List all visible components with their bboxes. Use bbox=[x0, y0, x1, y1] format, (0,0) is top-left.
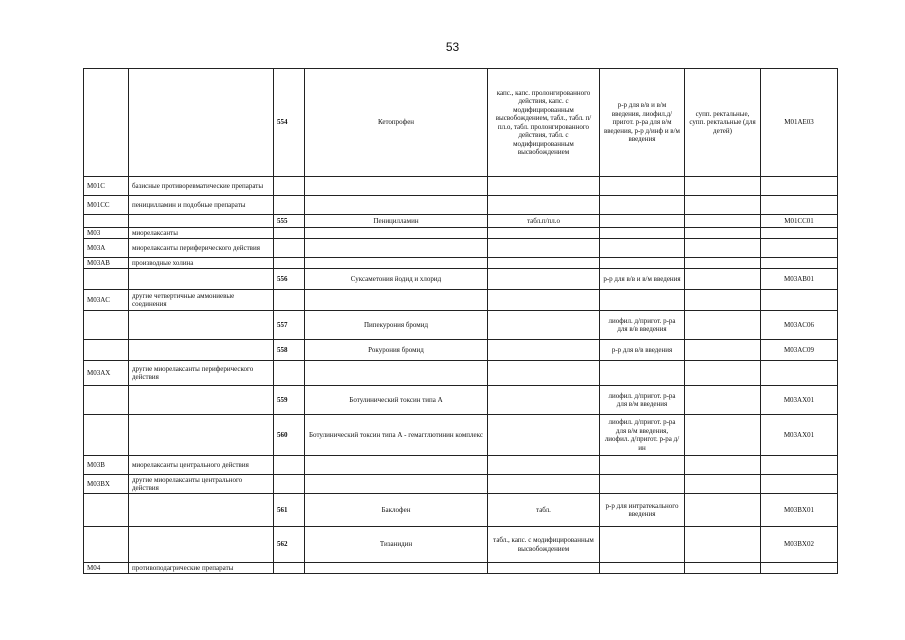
row-number bbox=[274, 456, 305, 475]
dosage-form-other bbox=[685, 258, 761, 269]
atc-code: M03BX01 bbox=[761, 494, 838, 527]
group-name: противоподагрические препараты bbox=[129, 563, 274, 574]
drug-name bbox=[305, 456, 488, 475]
row-number bbox=[274, 239, 305, 258]
row-number: 562 bbox=[274, 527, 305, 563]
table-row bbox=[84, 290, 838, 311]
dosage-form-other bbox=[685, 361, 761, 386]
dosage-form-injectable bbox=[600, 258, 685, 269]
drug-name bbox=[305, 361, 488, 386]
dosage-form-other bbox=[685, 527, 761, 563]
row-number bbox=[274, 563, 305, 574]
atc-group-code bbox=[84, 340, 129, 361]
atc-group-code bbox=[84, 386, 129, 415]
group-name bbox=[129, 311, 274, 340]
dosage-form-oral: табл., капс. с модифицированным высвобождением bbox=[488, 527, 600, 563]
drug-name bbox=[305, 228, 488, 239]
drug-name bbox=[305, 177, 488, 196]
table-row bbox=[84, 494, 838, 527]
atc-group-code bbox=[84, 215, 129, 228]
group-name bbox=[129, 494, 274, 527]
dosage-form-oral bbox=[488, 340, 600, 361]
group-name: миорелаксанты периферического действия bbox=[129, 239, 274, 258]
page-number: 53 bbox=[445, 40, 460, 54]
table-row bbox=[84, 415, 838, 456]
atc-group-code: M03AB bbox=[84, 258, 129, 269]
dosage-form-oral bbox=[488, 269, 600, 290]
table-row bbox=[84, 475, 838, 494]
dosage-form-injectable bbox=[600, 215, 685, 228]
atc-group-code: M01CC bbox=[84, 196, 129, 215]
dosage-form-oral: капс., капс. пролонгированного действия, капс. с модифицированным высвобождением, табл., табл. п/пл.о, табл. пролонгированного действия, табл. с модифицированным высвобождением bbox=[488, 69, 600, 177]
table-row bbox=[84, 177, 838, 196]
dosage-form-injectable bbox=[600, 563, 685, 574]
table-body bbox=[84, 69, 838, 574]
dosage-form-oral bbox=[488, 563, 600, 574]
atc-code: M01AE03 bbox=[761, 69, 838, 177]
drug-name: Тизанидин bbox=[305, 527, 488, 563]
dosage-form-other bbox=[685, 239, 761, 258]
dosage-form-injectable bbox=[600, 527, 685, 563]
group-name bbox=[129, 527, 274, 563]
dosage-form-other bbox=[685, 269, 761, 290]
atc-group-code: M03BX bbox=[84, 475, 129, 494]
atc-code bbox=[761, 177, 838, 196]
dosage-form-injectable: р-р для в/в введения bbox=[600, 340, 685, 361]
atc-group-code: M03 bbox=[84, 228, 129, 239]
atc-code: M03AX01 bbox=[761, 386, 838, 415]
atc-code: M03AC06 bbox=[761, 311, 838, 340]
drug-name bbox=[305, 290, 488, 311]
dosage-form-injectable: р-р для интратекального введения bbox=[600, 494, 685, 527]
table-row bbox=[84, 215, 838, 228]
atc-code: M01CC01 bbox=[761, 215, 838, 228]
group-name bbox=[129, 386, 274, 415]
atc-code: M03AX01 bbox=[761, 415, 838, 456]
group-name bbox=[129, 215, 274, 228]
dosage-form-injectable: лиофил. д/пригот. р-ра для в/в введения bbox=[600, 311, 685, 340]
dosage-form-injectable bbox=[600, 456, 685, 475]
drug-name: Баклофен bbox=[305, 494, 488, 527]
dosage-form-other bbox=[685, 456, 761, 475]
dosage-form-oral: табл. bbox=[488, 494, 600, 527]
dosage-form-injectable bbox=[600, 228, 685, 239]
dosage-form-other bbox=[685, 340, 761, 361]
group-name: другие миорелаксанты периферического действия bbox=[129, 361, 274, 386]
row-number: 554 bbox=[274, 69, 305, 177]
row-number bbox=[274, 361, 305, 386]
dosage-form-injectable bbox=[600, 290, 685, 311]
dosage-form-oral bbox=[488, 311, 600, 340]
table-row bbox=[84, 258, 838, 269]
atc-code bbox=[761, 456, 838, 475]
drug-name bbox=[305, 196, 488, 215]
group-name bbox=[129, 415, 274, 456]
drug-name bbox=[305, 475, 488, 494]
row-number bbox=[274, 228, 305, 239]
group-name: миорелаксанты центрального действия bbox=[129, 456, 274, 475]
atc-code: M03AC09 bbox=[761, 340, 838, 361]
atc-code bbox=[761, 475, 838, 494]
dosage-form-injectable: р-р для в/в и в/м введения bbox=[600, 269, 685, 290]
atc-group-code: M03A bbox=[84, 239, 129, 258]
dosage-form-injectable: р-р для в/в и в/м введения, лиофил.д/пригот. р-ра для в/м введения, р-р д/инф и в/м введения bbox=[600, 69, 685, 177]
drug-name: Пеницилламин bbox=[305, 215, 488, 228]
group-name bbox=[129, 340, 274, 361]
atc-group-code bbox=[84, 415, 129, 456]
row-number: 556 bbox=[274, 269, 305, 290]
atc-group-code: M04 bbox=[84, 563, 129, 574]
atc-code bbox=[761, 258, 838, 269]
dosage-form-other bbox=[685, 215, 761, 228]
dosage-form-oral bbox=[488, 290, 600, 311]
drug-name: Ботулинический токсин типа А bbox=[305, 386, 488, 415]
dosage-form-other bbox=[685, 386, 761, 415]
atc-group-code: M01C bbox=[84, 177, 129, 196]
table-row bbox=[84, 228, 838, 239]
table-row bbox=[84, 527, 838, 563]
dosage-form-other bbox=[685, 494, 761, 527]
dosage-form-injectable: лиофил. д/пригот. р-ра для в/м введения bbox=[600, 386, 685, 415]
atc-group-code bbox=[84, 69, 129, 177]
dosage-form-injectable bbox=[600, 177, 685, 196]
drug-name bbox=[305, 239, 488, 258]
group-name: производные холина bbox=[129, 258, 274, 269]
drug-name: Ботулинический токсин типа А - гемагглютинин комплекс bbox=[305, 415, 488, 456]
table-row bbox=[84, 456, 838, 475]
atc-code: M03AB01 bbox=[761, 269, 838, 290]
group-name: пеницилламин и подобные препараты bbox=[129, 196, 274, 215]
drug-name: Кетопрофен bbox=[305, 69, 488, 177]
group-name: другие четвертичные аммониевые соединения bbox=[129, 290, 274, 311]
drug-table bbox=[83, 68, 838, 574]
atc-code bbox=[761, 290, 838, 311]
dosage-form-oral bbox=[488, 386, 600, 415]
row-number bbox=[274, 475, 305, 494]
drug-name bbox=[305, 258, 488, 269]
atc-group-code: M03AC bbox=[84, 290, 129, 311]
atc-group-code bbox=[84, 269, 129, 290]
group-name bbox=[129, 69, 274, 177]
table-row bbox=[84, 69, 838, 177]
row-number bbox=[274, 196, 305, 215]
dosage-form-injectable bbox=[600, 361, 685, 386]
atc-code bbox=[761, 228, 838, 239]
drug-name bbox=[305, 563, 488, 574]
dosage-form-injectable bbox=[600, 475, 685, 494]
atc-group-code bbox=[84, 311, 129, 340]
row-number: 555 bbox=[274, 215, 305, 228]
dosage-form-other: супп. ректальные, супп. ректальные (для детей) bbox=[685, 69, 761, 177]
table-row bbox=[84, 386, 838, 415]
dosage-form-injectable bbox=[600, 196, 685, 215]
dosage-form-other bbox=[685, 228, 761, 239]
table-row bbox=[84, 340, 838, 361]
dosage-form-oral bbox=[488, 177, 600, 196]
atc-group-code: M03B bbox=[84, 456, 129, 475]
dosage-form-oral bbox=[488, 456, 600, 475]
dosage-form-oral bbox=[488, 475, 600, 494]
row-number: 557 bbox=[274, 311, 305, 340]
dosage-form-oral bbox=[488, 239, 600, 258]
atc-group-code bbox=[84, 494, 129, 527]
group-name bbox=[129, 269, 274, 290]
table-row bbox=[84, 269, 838, 290]
table-row bbox=[84, 563, 838, 574]
dosage-form-oral bbox=[488, 258, 600, 269]
table-row bbox=[84, 361, 838, 386]
row-number: 559 bbox=[274, 386, 305, 415]
dosage-form-other bbox=[685, 177, 761, 196]
atc-group-code: M03AX bbox=[84, 361, 129, 386]
table-row bbox=[84, 311, 838, 340]
atc-code bbox=[761, 563, 838, 574]
table-row bbox=[84, 239, 838, 258]
dosage-form-other bbox=[685, 415, 761, 456]
row-number bbox=[274, 177, 305, 196]
row-number: 558 bbox=[274, 340, 305, 361]
row-number: 561 bbox=[274, 494, 305, 527]
dosage-form-other bbox=[685, 311, 761, 340]
drug-name: Суксаметония йодид и хлорид bbox=[305, 269, 488, 290]
dosage-form-other bbox=[685, 290, 761, 311]
dosage-form-injectable: лиофил. д/пригот. р-ра для в/м введения, лиофил. д/пригот. р-ра д/ин bbox=[600, 415, 685, 456]
row-number bbox=[274, 258, 305, 269]
atc-code: M03BX02 bbox=[761, 527, 838, 563]
atc-code bbox=[761, 196, 838, 215]
row-number bbox=[274, 290, 305, 311]
group-name: другие миорелаксанты центрального действия bbox=[129, 475, 274, 494]
drug-name: Рокурония бромид bbox=[305, 340, 488, 361]
dosage-form-oral bbox=[488, 196, 600, 215]
dosage-form-other bbox=[685, 563, 761, 574]
group-name: миорелаксанты bbox=[129, 228, 274, 239]
dosage-form-oral: табл.п/пл.о bbox=[488, 215, 600, 228]
atc-code bbox=[761, 239, 838, 258]
dosage-form-oral bbox=[488, 361, 600, 386]
table-row bbox=[84, 196, 838, 215]
group-name: базисные противоревматические препараты bbox=[129, 177, 274, 196]
dosage-form-other bbox=[685, 475, 761, 494]
row-number: 560 bbox=[274, 415, 305, 456]
dosage-form-oral bbox=[488, 228, 600, 239]
dosage-form-injectable bbox=[600, 239, 685, 258]
dosage-form-other bbox=[685, 196, 761, 215]
atc-code bbox=[761, 361, 838, 386]
atc-group-code bbox=[84, 527, 129, 563]
dosage-form-oral bbox=[488, 415, 600, 456]
drug-name: Пипекурония бромид bbox=[305, 311, 488, 340]
